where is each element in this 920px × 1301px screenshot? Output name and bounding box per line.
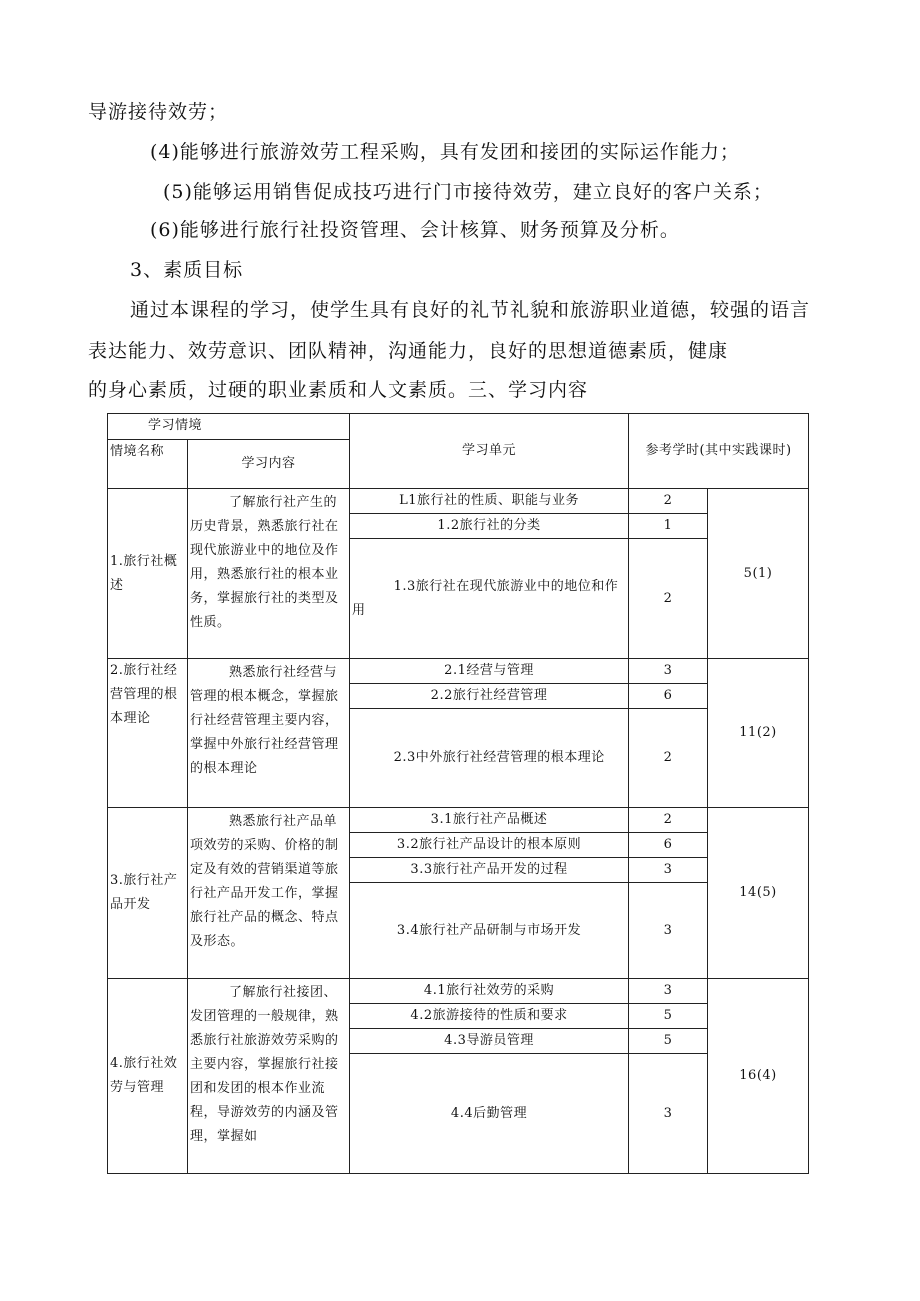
paragraph-intro: 导游接待效劳； [88, 101, 229, 123]
unit-hours-4-2: 5 [629, 1004, 708, 1029]
unit-2-2: 2.2旅行社经营管理 [350, 684, 629, 709]
situation-name-2: 2.旅行社经营管理的根本理论 [108, 659, 188, 808]
unit-4-4: 4.4后勤管理 [350, 1054, 629, 1174]
situation-name-3: 3.旅行社产品开发 [108, 808, 188, 979]
unit-3-4: 3.4旅行社产品研制与市场开发 [350, 883, 629, 979]
unit-4-3: 4.3导游员管理 [350, 1029, 629, 1054]
unit-hours-1-3: 2 [629, 539, 708, 659]
unit-1-3: 1.3旅行社在现代旅游业中的地位和作用 [350, 539, 629, 659]
unit-hours-3-4: 3 [629, 883, 708, 979]
unit-3-1: 3.1旅行社产品概述 [350, 808, 629, 833]
header-situation: 学习情境 [108, 414, 350, 440]
situation-name-4: 4.旅行社效劳与管理 [108, 979, 188, 1174]
unit-hours-4-4: 3 [629, 1054, 708, 1174]
ability-item-5: (5)能够运用销售促成技巧进行门市接待效劳，建立良好的客户关系； [163, 181, 773, 203]
header-hours: 参考学时(其中实践课时) [629, 414, 809, 489]
unit-3-2: 3.2旅行社产品设计的根本原则 [350, 833, 629, 858]
unit-hours-4-3: 5 [629, 1029, 708, 1054]
situation-content-1: 了解旅行社产生的历史背景，熟悉旅行社在现代旅游业中的地位及作用，熟悉旅行社的根本业务，掌握旅行社的类型及性质。 [188, 489, 350, 659]
section-heading-quality: 3、素质目标 [130, 259, 244, 281]
ability-item-6: (6)能够进行旅行社投资管理、会计核算、财务预算及分析。 [150, 219, 680, 241]
unit-4-2: 4.2旅游接待的性质和要求 [350, 1004, 629, 1029]
situation-total-2: 11(2) [708, 659, 809, 808]
unit-2-1: 2.1经营与管理 [350, 659, 629, 684]
unit-hours-3-2: 6 [629, 833, 708, 858]
unit-3-3: 3.3旅行社产品开发的过程 [350, 858, 629, 883]
unit-hours-4-1: 3 [629, 979, 708, 1004]
unit-hours-2-2: 6 [629, 684, 708, 709]
unit-hours-1-2: 1 [629, 514, 708, 539]
unit-1-1: L1旅行社的性质、职能与业务 [350, 489, 629, 514]
quality-paragraph-line-1: 通过本课程的学习，使学生具有良好的礼节礼貌和旅游职业道德，较强的语言 [130, 299, 811, 321]
course-content-table [107, 413, 809, 1174]
situation-total-1: 5(1) [708, 489, 809, 659]
unit-hours-3-3: 3 [629, 858, 708, 883]
quality-paragraph-line-3: 的身心素质，过硬的职业素质和人文素质。三、学习内容 [88, 379, 589, 401]
unit-hours-2-1: 3 [629, 659, 708, 684]
header-content: 学习内容 [188, 440, 350, 489]
situation-content-3: 熟悉旅行社产品单项效劳的采购、价格的制定及有效的营销渠道等旅行社产品开发工作，掌握旅行社产品的概念、特点及形态。 [188, 808, 350, 979]
header-situation-name: 情境名称 [108, 440, 188, 489]
situation-content-4: 了解旅行社接团、发团管理的一般规律，熟悉旅行社旅游效劳采购的主要内容，掌握旅行社接团和发团的根本作业流程，导游效劳的内涵及管理，掌握如 [188, 979, 350, 1174]
unit-hours-2-3: 2 [629, 709, 708, 808]
unit-2-3: 2.3中外旅行社经营管理的根本理论 [350, 709, 629, 808]
header-unit: 学习单元 [350, 414, 629, 489]
ability-item-4: (4)能够进行旅游效劳工程采购，具有发团和接团的实际运作能力； [150, 141, 740, 163]
quality-paragraph-line-2: 表达能力、效劳意识、团队精神，沟通能力，良好的思想道德素质，健康 [88, 340, 729, 362]
situation-name-1: 1.旅行社概述 [108, 489, 188, 659]
unit-1-2: 1.2旅行社的分类 [350, 514, 629, 539]
unit-hours-1-1: 2 [629, 489, 708, 514]
situation-total-3: 14(5) [708, 808, 809, 979]
situation-total-4: 16(4) [708, 979, 809, 1174]
unit-hours-3-1: 2 [629, 808, 708, 833]
situation-content-2: 熟悉旅行社经营与管理的根本概念，掌握旅行社经营管理主要内容，掌握中外旅行社经营管理的根本理论 [188, 659, 350, 808]
unit-4-1: 4.1旅行社效劳的采购 [350, 979, 629, 1004]
